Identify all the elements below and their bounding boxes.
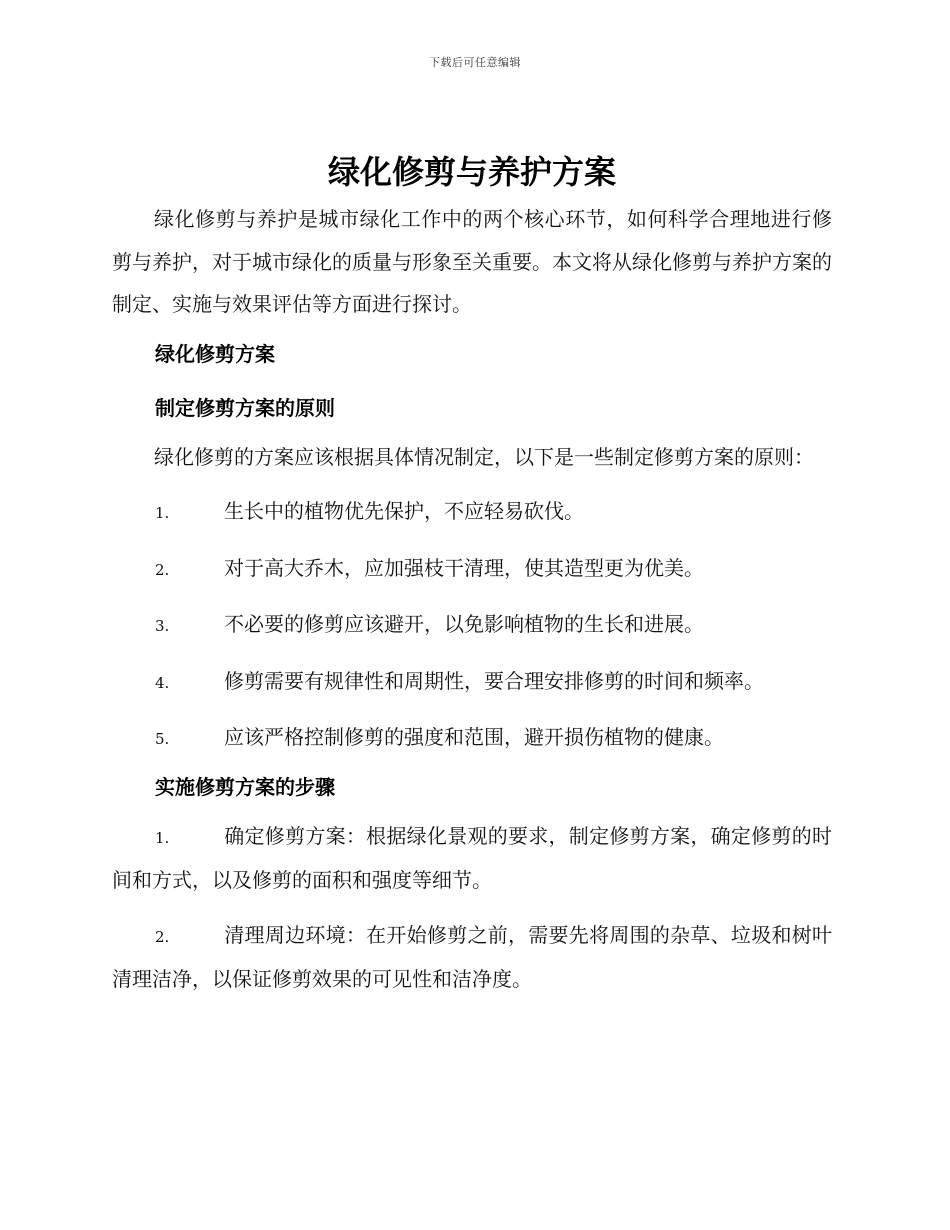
list-item bbox=[112, 815, 832, 902]
list-item-text: 生长中的植物优先保护，不应轻易砍伐。 bbox=[224, 499, 584, 523]
list-item-number: 1. bbox=[155, 504, 170, 522]
principles-lead-paragraph: 绿化修剪的方案应该根据具体情况制定，以下是一些制定修剪方案的原则： bbox=[154, 444, 814, 469]
list-item bbox=[112, 914, 832, 1001]
list-item-number: 2. bbox=[155, 927, 170, 946]
list-item-text: 修剪需要有规律性和周期性，要合理安排修剪的时间和频率。 bbox=[224, 668, 764, 693]
list-item bbox=[112, 603, 832, 648]
list-item-text: 不必要的修剪应该避开，以免影响植物的生长和进展。 bbox=[224, 612, 704, 636]
list-item-number: 4. bbox=[155, 673, 170, 692]
list-item-text: 确定修剪方案：根据绿化景观的要求，制定修剪方案，确定修剪的时间和方式，以及修剪的面积和强度等细节。 bbox=[112, 823, 832, 892]
list-item-number: 5. bbox=[155, 730, 170, 748]
list-item-text: 清理周边环境：在开始修剪之前，需要先将周围的杂草、垃圾和树叶清理洁净，以保证修剪效果的可见性和洁净度。 bbox=[112, 922, 832, 991]
subsection-heading-steps: 实施修剪方案的步骤 bbox=[155, 774, 335, 799]
list-item-text: 应该严格控制修剪的强度和范围，避开损伤植物的健康。 bbox=[224, 725, 724, 749]
list-item-number: 1. bbox=[155, 828, 170, 847]
list-item bbox=[112, 716, 832, 761]
list-item-text: 对于高大乔木，应加强枝干清理，使其造型更为优美。 bbox=[224, 555, 704, 580]
list-item bbox=[112, 490, 832, 535]
principles-list bbox=[112, 490, 832, 761]
document-body bbox=[112, 150, 832, 1001]
list-item-number: 2. bbox=[155, 560, 170, 579]
header-note: 下载后可任意编辑 bbox=[429, 56, 521, 69]
document-title: 绿化修剪与养护方案 bbox=[327, 153, 616, 191]
list-item bbox=[112, 547, 832, 592]
list-item-number: 3. bbox=[155, 617, 170, 635]
steps-list bbox=[112, 815, 832, 1001]
list-item bbox=[112, 660, 832, 705]
subsection-heading-principles: 制定修剪方案的原则 bbox=[155, 395, 335, 420]
section-heading-pruning-plan: 绿化修剪方案 bbox=[155, 341, 275, 366]
intro-paragraph: 绿化修剪与养护是城市绿化工作中的两个核心环节，如何科学合理地进行修剪与养护，对于城市绿化的质量与形象至关重要。本文将从绿化修剪与养护方案的制定、实施与效果评估等方面进行探讨。 bbox=[112, 207, 832, 316]
